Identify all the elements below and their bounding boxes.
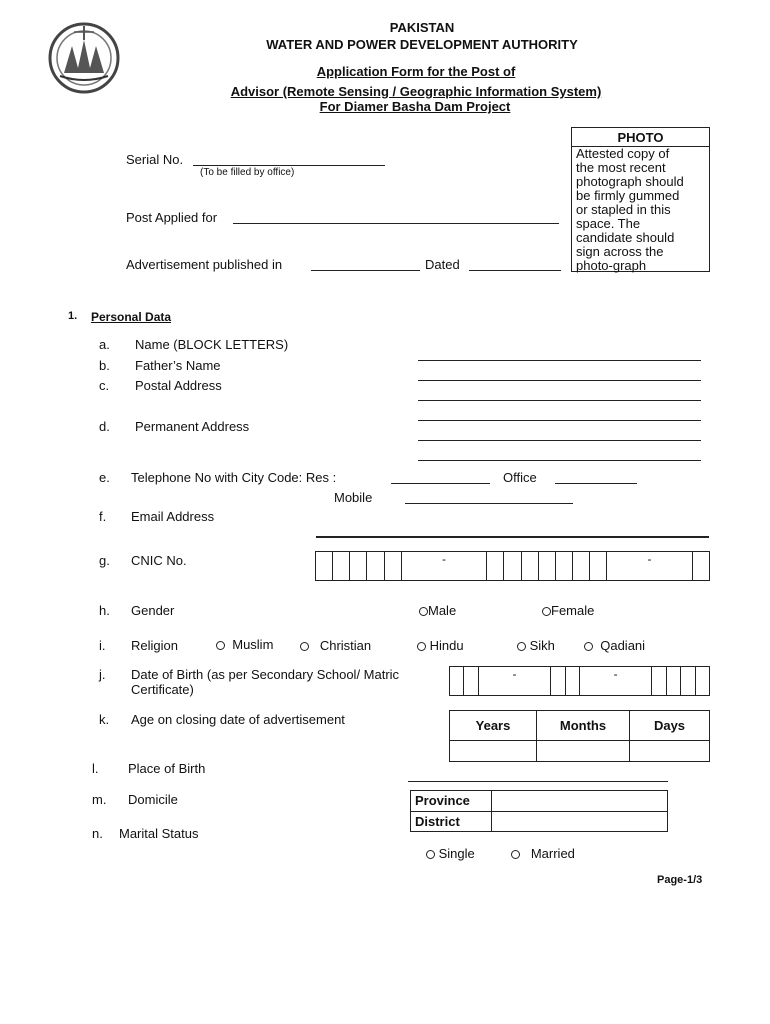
radio-icon[interactable]	[542, 607, 551, 616]
province-field[interactable]	[492, 791, 668, 812]
page-number: Page-1/3	[657, 874, 703, 886]
age-days-header: Days	[630, 711, 710, 741]
photo-instructions: Attested copy of the most recent photograph should be firmly gummed or stapled in this space. The candidate should sign across the photo-graph	[576, 146, 684, 273]
permanent-address-field-1[interactable]	[418, 440, 701, 441]
gender-male-option[interactable]: Male	[419, 603, 456, 618]
domicile-table[interactable]	[410, 790, 668, 832]
field-l-letter: l.	[92, 761, 99, 776]
email-field[interactable]	[316, 536, 709, 538]
gender-label: Gender	[131, 603, 175, 618]
district-label: District	[411, 811, 492, 832]
radio-icon[interactable]	[300, 642, 309, 651]
religion-sikh-option[interactable]: Sikh	[517, 638, 555, 653]
dob-digit[interactable]	[551, 667, 565, 696]
religion-label: Religion	[131, 638, 178, 653]
age-months-field[interactable]	[537, 741, 630, 762]
dob-field[interactable]	[449, 666, 710, 696]
field-c-letter: c.	[99, 378, 110, 393]
permanent-address-label: Permanent Address	[135, 419, 250, 434]
name-label: Name (BLOCK LETTERS)	[135, 337, 289, 352]
dated-field[interactable]	[469, 270, 561, 271]
cnic-digit[interactable]	[384, 552, 401, 581]
age-label: Age on closing date of advertisement	[131, 712, 345, 727]
project-title: For Diamer Basha Dam Project	[319, 99, 511, 114]
father-name-label: Father’s Name	[135, 358, 221, 373]
province-label: Province	[411, 791, 492, 812]
age-years-header: Years	[450, 711, 537, 741]
field-j-letter: j.	[99, 667, 106, 682]
cnic-digit[interactable]	[555, 552, 572, 581]
mobile-label: Mobile	[334, 490, 373, 505]
section-title: Personal Data	[91, 310, 172, 324]
name-field[interactable]	[418, 360, 701, 361]
age-years-field[interactable]	[450, 741, 537, 762]
dob-digit[interactable]	[464, 667, 478, 696]
serial-note: (To be filled by office)	[200, 167, 295, 178]
radio-icon[interactable]	[517, 642, 526, 651]
postal-address-label: Postal Address	[135, 378, 222, 393]
cnic-digit[interactable]	[504, 552, 521, 581]
header-authority: WATER AND POWER DEVELOPMENT AUTHORITY	[266, 37, 578, 52]
dob-digit[interactable]	[450, 667, 464, 696]
cnic-digit[interactable]	[350, 552, 367, 581]
telephone-office-field[interactable]	[555, 483, 637, 484]
serial-label: Serial No.	[126, 152, 184, 167]
post-applied-label: Post Applied for	[126, 210, 218, 225]
field-m-letter: m.	[92, 792, 107, 807]
header-country: PAKISTAN	[389, 20, 455, 35]
field-b-letter: b.	[99, 358, 110, 373]
mobile-field[interactable]	[405, 503, 573, 504]
post-title: Advisor (Remote Sensing / Geographic Information System)	[230, 84, 602, 99]
cnic-digit[interactable]	[487, 552, 504, 581]
permanent-address-field-2[interactable]	[418, 460, 701, 461]
cnic-digit[interactable]	[692, 552, 709, 581]
district-field[interactable]	[492, 811, 668, 832]
age-days-field[interactable]	[630, 741, 710, 762]
radio-icon[interactable]	[216, 641, 225, 650]
father-name-field[interactable]	[418, 380, 701, 381]
field-d-letter: d.	[99, 419, 110, 434]
dob-digit[interactable]	[565, 667, 579, 696]
field-k-letter: k.	[99, 712, 110, 727]
field-n-letter: n.	[92, 826, 103, 841]
field-a-letter: a.	[99, 337, 110, 352]
email-label: Email Address	[131, 509, 215, 524]
photo-title: PHOTO	[572, 128, 709, 147]
field-g-letter: g.	[99, 553, 110, 568]
dob-dash: -	[579, 667, 651, 696]
form-title: Application Form for the Post of	[316, 64, 516, 79]
marital-status-label: Marital Status	[119, 826, 199, 841]
age-table[interactable]	[449, 710, 710, 762]
dob-digit[interactable]	[652, 667, 666, 696]
cnic-digit[interactable]	[521, 552, 538, 581]
post-applied-field[interactable]	[233, 223, 559, 224]
serial-field[interactable]	[193, 165, 385, 166]
dob-digit[interactable]	[681, 667, 695, 696]
religion-muslim-option[interactable]: Muslim	[216, 637, 273, 652]
advertisement-field[interactable]	[311, 270, 420, 271]
dob-dash: -	[478, 667, 550, 696]
dob-digit[interactable]	[666, 667, 680, 696]
field-f-letter: f.	[99, 509, 107, 524]
telephone-label: Telephone No with City Code: Res :	[131, 470, 337, 485]
dob-label-line2: Certificate)	[131, 682, 194, 697]
radio-icon[interactable]	[584, 642, 593, 651]
radio-icon[interactable]	[419, 607, 428, 616]
radio-icon[interactable]	[426, 850, 435, 859]
cnic-digit[interactable]	[333, 552, 350, 581]
postal-address-field-1[interactable]	[418, 400, 701, 401]
cnic-digit[interactable]	[367, 552, 384, 581]
religion-qadiani-option[interactable]: Qadiani	[584, 638, 645, 653]
field-h-letter: h.	[99, 603, 110, 618]
field-e-letter: e.	[99, 470, 110, 485]
domicile-label: Domicile	[128, 792, 178, 807]
gender-female-option[interactable]: Female	[542, 603, 594, 618]
dated-label: Dated	[425, 257, 460, 272]
radio-icon[interactable]	[511, 850, 520, 859]
place-of-birth-label: Place of Birth	[128, 761, 206, 776]
photo-box[interactable]	[571, 127, 710, 272]
radio-icon[interactable]	[417, 642, 426, 651]
cnic-digit[interactable]	[538, 552, 555, 581]
field-i-letter: i.	[99, 638, 106, 653]
advertisement-label: Advertisement published in	[126, 257, 283, 272]
marital-married-option[interactable]: Married	[511, 846, 575, 861]
office-label: Office	[503, 470, 537, 485]
place-of-birth-field[interactable]	[408, 781, 668, 782]
dob-digit[interactable]	[695, 667, 710, 696]
cnic-field[interactable]	[315, 551, 710, 581]
marital-single-option[interactable]: Single	[426, 846, 475, 861]
postal-address-field-2[interactable]	[418, 420, 701, 421]
cnic-digit[interactable]	[572, 552, 589, 581]
cnic-digit[interactable]	[316, 552, 333, 581]
telephone-res-field[interactable]	[391, 483, 490, 484]
cnic-dash: -	[401, 552, 487, 581]
age-months-header: Months	[537, 711, 630, 741]
religion-hindu-option[interactable]: Hindu	[417, 638, 464, 653]
dob-label-line1: Date of Birth (as per Secondary School/ Matric	[131, 667, 400, 682]
religion-christian-option[interactable]: Christian	[300, 638, 371, 653]
section-number: 1.	[68, 310, 78, 322]
cnic-label: CNIC No.	[131, 553, 187, 568]
cnic-digit[interactable]	[590, 552, 607, 581]
cnic-dash: -	[607, 552, 693, 581]
